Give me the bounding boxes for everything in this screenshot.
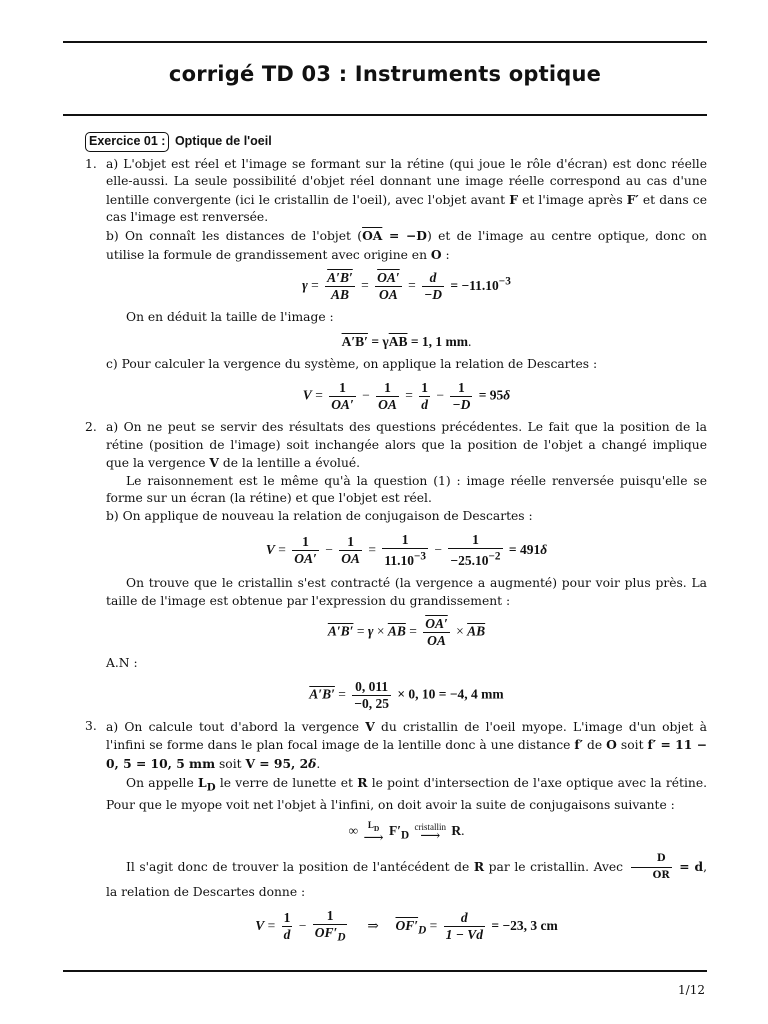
item-1 <box>63 156 707 413</box>
item-number: 3. <box>85 718 97 733</box>
exercise-heading <box>63 132 707 152</box>
paragraph-1d: c) Pour calculer la vergence du système, on applique la relation de Descartes : <box>106 357 598 372</box>
arrow-icon: $L_D$ ⟶ <box>363 820 384 846</box>
page-number: 1/12 <box>678 983 705 997</box>
paragraph-3b: On appelle $L_D$ le verre de lunette et R le point d'intersection de l'axe optique avec la rétine. Pour que le myope voit net l'objet à l'infini, on doit avoir la suite de conjugaisons suivante : <box>106 774 708 812</box>
equation-6: A′B′ = $\frac{0, 011}{-0, 25}$ × 0, 10 = −4, 4 mm <box>309 678 504 711</box>
item-2 <box>63 419 707 712</box>
exercise-label: Exercice 01 : <box>85 132 169 152</box>
paragraph-3a: a) On calcule tout d'abord la vergence V du cristallin de l'oeil myope. L'image d'un objet à l'infini se forme dans le plan focal image de la lentille donc à une distance f′ de O soit f′ = 11 − 0, 5 = 10, 5 mm soit V = 95, 2δ. <box>106 718 707 771</box>
equation-8: V = $\frac{1}{d}$ − $\frac{1}{OF'_D}$ ⇒ $OF'_D$ = $\frac{d}{1 - Vd}$ = −23, 3 cm <box>255 908 558 944</box>
paragraph-1a: a) L'objet est réel et l'image se formant sur la rétine (qui joue le rôle d'écran) est donc réelle elle-aussi. La seule possibilité d'objet réel donnant une image réelle correspond au cas d'une lentille convergente (ici le cristallin de l'oeil), avec l'objet avant F et l'image après F′ et dans ce cas l'image est renversée. <box>106 156 708 225</box>
paragraph-1c: On en déduit la taille de l'image : <box>126 310 334 325</box>
equation-7: ∞ $L_D$ ⟶ $F'_D$ cristallin ⟶ R. <box>348 820 465 846</box>
equation-3: V = $\frac{1}{OA'}$ − $\frac{1}{OA}$ = $\frac{1}{d}$ − $\frac{1}{-D}$ = 95δ <box>302 379 511 412</box>
paragraph-2e: A.N : <box>106 656 138 671</box>
exercise-name: Optique de l'oeil <box>174 134 272 148</box>
equation-2: $A'B' = \gamma\overline{AB} = 1$, 1 mm. <box>341 333 472 349</box>
page-title: corrigé TD 03 : Instruments optique <box>168 62 602 86</box>
title-rule <box>63 114 707 116</box>
item-number: 2. <box>85 419 97 434</box>
paragraph-2c: b) On applique de nouveau la relation de conjugaison de Descartes : <box>106 508 533 523</box>
bottom-rule <box>63 970 707 972</box>
equation-5: $A'B' = \gamma \times \overline{AB}$ = $\frac{OA'}{OA}$ × $\overline{AB}$ <box>327 616 486 649</box>
paragraph-2b: Le raisonnement est le même qu'à la question (1) : image réelle renversée puisqu'elle se forme sur un écran (la rétine) et que l'objet est réel. <box>106 473 707 506</box>
top-rule <box>63 41 707 43</box>
document-body <box>63 132 707 952</box>
paragraph-2d: On trouve que le cristallin s'est contracté (la vergence a augmenté) pour voir plus près. La taille de l'image est obtenue par l'expression du grandissement : <box>106 576 707 608</box>
equation-4: V = $\frac{1}{OA'}$ − $\frac{1}{OA}$ = $\frac{1}{11.10^{-3}}$ − $\frac{1}{-25.10^{-2}}$ = 491δ <box>265 531 548 568</box>
item-number: 1. <box>85 156 97 171</box>
equation-1: γ = $\frac{A'B'}{AB}$ = $\frac{OA'}{OA}$ = $\frac{d}{-D}$ = $-11.10^{-3}$ <box>302 270 511 303</box>
paragraph-1b: b) On connaît les distances de l'objet $(\overline{OA} = -D)$ et de l'image au centre optique, donc on utilise la formule de grandissement avec origine en O : <box>106 227 707 262</box>
paragraph-2a: a) On ne peut se servir des résultats des questions précédentes. Le fait que la position de la rétine (position de l'image) soit inchangée alors que la position de l'objet a changé implique que la vergence V de la lentille a évolué. <box>106 419 707 471</box>
paragraph-3c: Il s'agit donc de trouver la position de l'antécédent de R par le cristallin. Avec $\frac{D}{OR}$ = d, la relation de Descartes donne : <box>106 853 707 900</box>
arrow-icon: cristallin ⟶ <box>414 822 446 845</box>
item-3 <box>63 718 707 946</box>
